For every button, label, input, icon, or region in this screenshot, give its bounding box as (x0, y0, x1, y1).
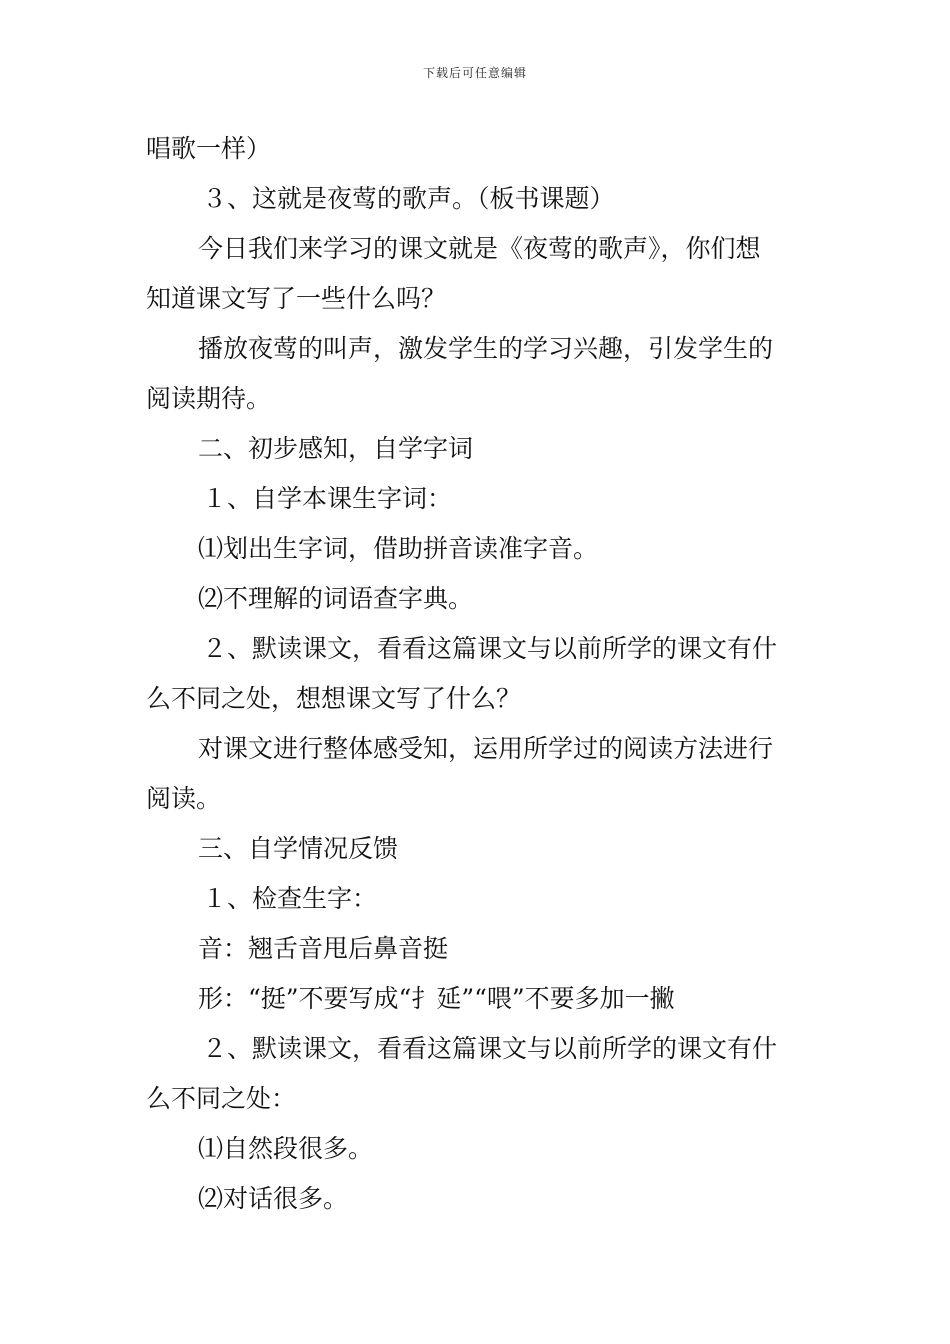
text-line: ⑴自然段很多。 (198, 1134, 374, 1163)
text-line: 形：“挺”不要写成“扌延”“喂”不要多加一撇 (198, 984, 675, 1013)
text-line: ⑵对话很多。 (198, 1184, 349, 1213)
text-line: 么不同之处，想想课文写了什么？ (146, 684, 522, 713)
text-line: ２、默读课文，看看这篇课文与以前所学的课文有什 (202, 634, 778, 663)
document-body (146, 124, 810, 1224)
text-line: 音：翘舌音甩后鼻音挺 (198, 934, 449, 963)
section-heading: 三、自学情况反馈 (198, 834, 399, 863)
text-line: 阅读期待。 (146, 384, 272, 413)
text-line: ２、默读课文，看看这篇课文与以前所学的课文有什 (202, 1034, 778, 1063)
text-line: 唱歌一样） (146, 134, 272, 163)
text-line: 阅读。 (146, 784, 222, 813)
text-line: ⑵不理解的词语查字典。 (198, 584, 474, 613)
text-line: １、自学本课生字词： (202, 484, 453, 513)
text-line: ⑴划出生字词，借助拼音读准字音。 (198, 534, 599, 563)
text-line: 播放夜莺的叫声，激发学生的学习兴趣，引发学生的 (198, 334, 774, 363)
text-line: 么不同之处： (146, 1084, 297, 1113)
text-line: １、检查生字： (202, 884, 378, 913)
text-line: 知道课文写了一些什么吗？ (146, 284, 447, 313)
section-heading: 二、初步感知，自学字词 (198, 434, 474, 463)
text-line: 对课文进行整体感受知，运用所学过的阅读方法进行 (198, 734, 774, 763)
text-line: ３、这就是夜莺的歌声。（板书课题） (202, 184, 615, 213)
text-line: 今日我们来学习的课文就是《夜莺的歌声》，你们想 (198, 234, 761, 263)
page-header: 下载后可任意编辑 (422, 66, 527, 80)
